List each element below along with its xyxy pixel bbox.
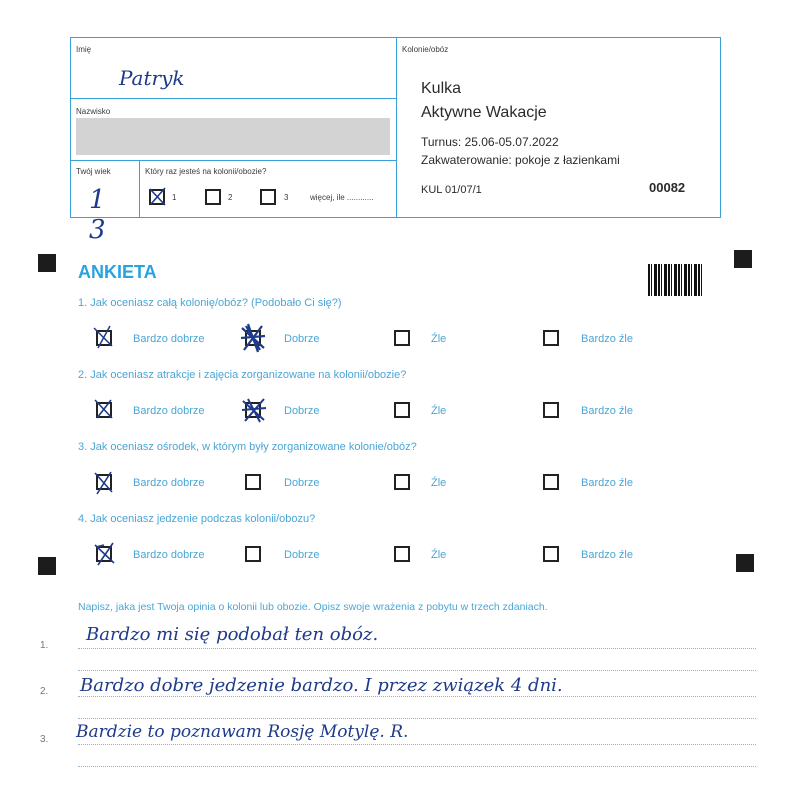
surname-label: Nazwisko [76,107,111,116]
answer-underline-3 [78,744,756,745]
redacted-surname [76,118,390,155]
age-value: 1 3 [89,185,114,245]
answer-underline-2b [78,718,756,719]
q3-option-bardzo-dobrze: Bardzo dobrze [133,477,205,489]
times-checkbox-2[interactable] [205,189,221,205]
q1-option-bardzo-zle: Bardzo źle [581,333,633,345]
q2-option-dobrze: Dobrze [284,405,320,417]
q2-scribble-mark [240,396,268,424]
surname-box [70,98,397,161]
q3-option-zle-checkbox[interactable] [394,474,410,490]
q1-scribble-mark [238,322,268,354]
registration-marker-bl [38,557,56,575]
times-box [139,160,397,218]
q3-option-dobrze-checkbox[interactable] [245,474,261,490]
q4-option-bardzo-zle-checkbox[interactable] [543,546,559,562]
q1-option-bardzo-zle-checkbox[interactable] [543,330,559,346]
q3-option-bardzo-zle-checkbox[interactable] [543,474,559,490]
accommodation: Zakwaterowanie: pokoje z łazienkami [421,153,620,167]
question-1: 1. Jak oceniasz całą kolonię/obóz? (Podobało Ci się?) [78,297,342,309]
question-3: 3. Jak oceniasz ośrodek, w którym były zorganizowane kolonie/obóz? [78,441,417,453]
times-check-1-mark [148,187,168,207]
line-number-2: 2. [40,686,49,697]
q2-check-mark [92,397,116,421]
q1-check-mark [92,324,116,350]
q3-check-mark [92,470,116,496]
times-option-3: 3 [284,193,289,202]
times-option-2: 2 [228,193,233,202]
q2-option-zle: Źle [431,405,447,417]
question-4: 4. Jak oceniasz jedzenie podczas kolonii/obozu? [78,513,316,525]
q1-option-dobrze: Dobrze [284,333,320,345]
age-label: Twój wiek [76,167,111,176]
registration-marker-br [736,554,754,572]
q4-check-mark [92,541,118,567]
line-number-3: 3. [40,734,49,745]
survey-title: ANKIETA [78,262,157,282]
q4-option-dobrze-checkbox[interactable] [245,546,261,562]
answer-line-1[interactable]: Bardzo mi się podobał ten obóz. [86,624,379,645]
q3-option-bardzo-zle: Bardzo źle [581,477,633,489]
name-label: Imię [76,45,92,54]
registration-marker-tr [734,250,752,268]
times-label: Który raz jesteś na kolonii/obozie? [145,167,267,176]
q3-option-dobrze: Dobrze [284,477,320,489]
times-option-1: 1 [172,193,177,202]
q2-option-bardzo-zle-checkbox[interactable] [543,402,559,418]
camp-label: Kolonie/obóz [402,45,449,54]
q1-option-bardzo-dobrze: Bardzo dobrze [133,333,205,345]
q4-option-bardzo-zle: Bardzo źle [581,549,633,561]
camp-box [396,37,721,218]
answer-line-2[interactable]: Bardzo dobre jedzenie bardzo. I przez związek 4 dni. [80,675,563,696]
q4-option-zle-checkbox[interactable] [394,546,410,562]
answer-underline-1 [78,648,756,649]
times-checkbox-3[interactable] [260,189,276,205]
camp-name: Kulka [421,80,462,97]
q2-option-zle-checkbox[interactable] [394,402,410,418]
times-more: więcej, ile ............ [310,193,374,202]
q1-option-zle-checkbox[interactable] [394,330,410,346]
q1-option-zle: Źle [431,333,447,345]
form-number: 00082 [649,180,686,195]
q4-option-bardzo-dobrze: Bardzo dobrze [133,549,205,561]
age-box [70,160,140,245]
q2-option-bardzo-zle: Bardzo źle [581,405,633,417]
name-box [70,37,397,99]
question-2: 2. Jak oceniasz atrakcje i zajęcia zorganizowane na kolonii/obozie? [78,369,407,381]
camp-code: KUL 01/07/1 [421,184,482,196]
q4-option-dobrze: Dobrze [284,549,320,561]
name-value: Patryk [119,66,185,90]
answer-underline-2 [78,696,756,697]
opinion-prompt: Napisz, jaka jest Twoja opinia o kolonii lub obozie. Opisz swoje wrażenia z pobytu w trzech zdaniach. [78,601,548,613]
answer-underline-3b [78,766,756,767]
q3-option-zle: Źle [431,477,447,489]
answer-line-3[interactable]: Bardzie to poznawam Rosję Motylę. R. [76,722,409,742]
line-number-1: 1. [40,640,49,651]
q4-option-zle: Źle [431,549,447,561]
answer-underline-1b [78,670,756,671]
turnus: Turnus: 25.06-05.07.2022 [421,135,559,149]
registration-marker-tl [38,254,56,272]
q2-option-bardzo-dobrze: Bardzo dobrze [133,405,205,417]
barcode [648,264,704,296]
camp-program: Aktywne Wakacje [421,104,547,121]
